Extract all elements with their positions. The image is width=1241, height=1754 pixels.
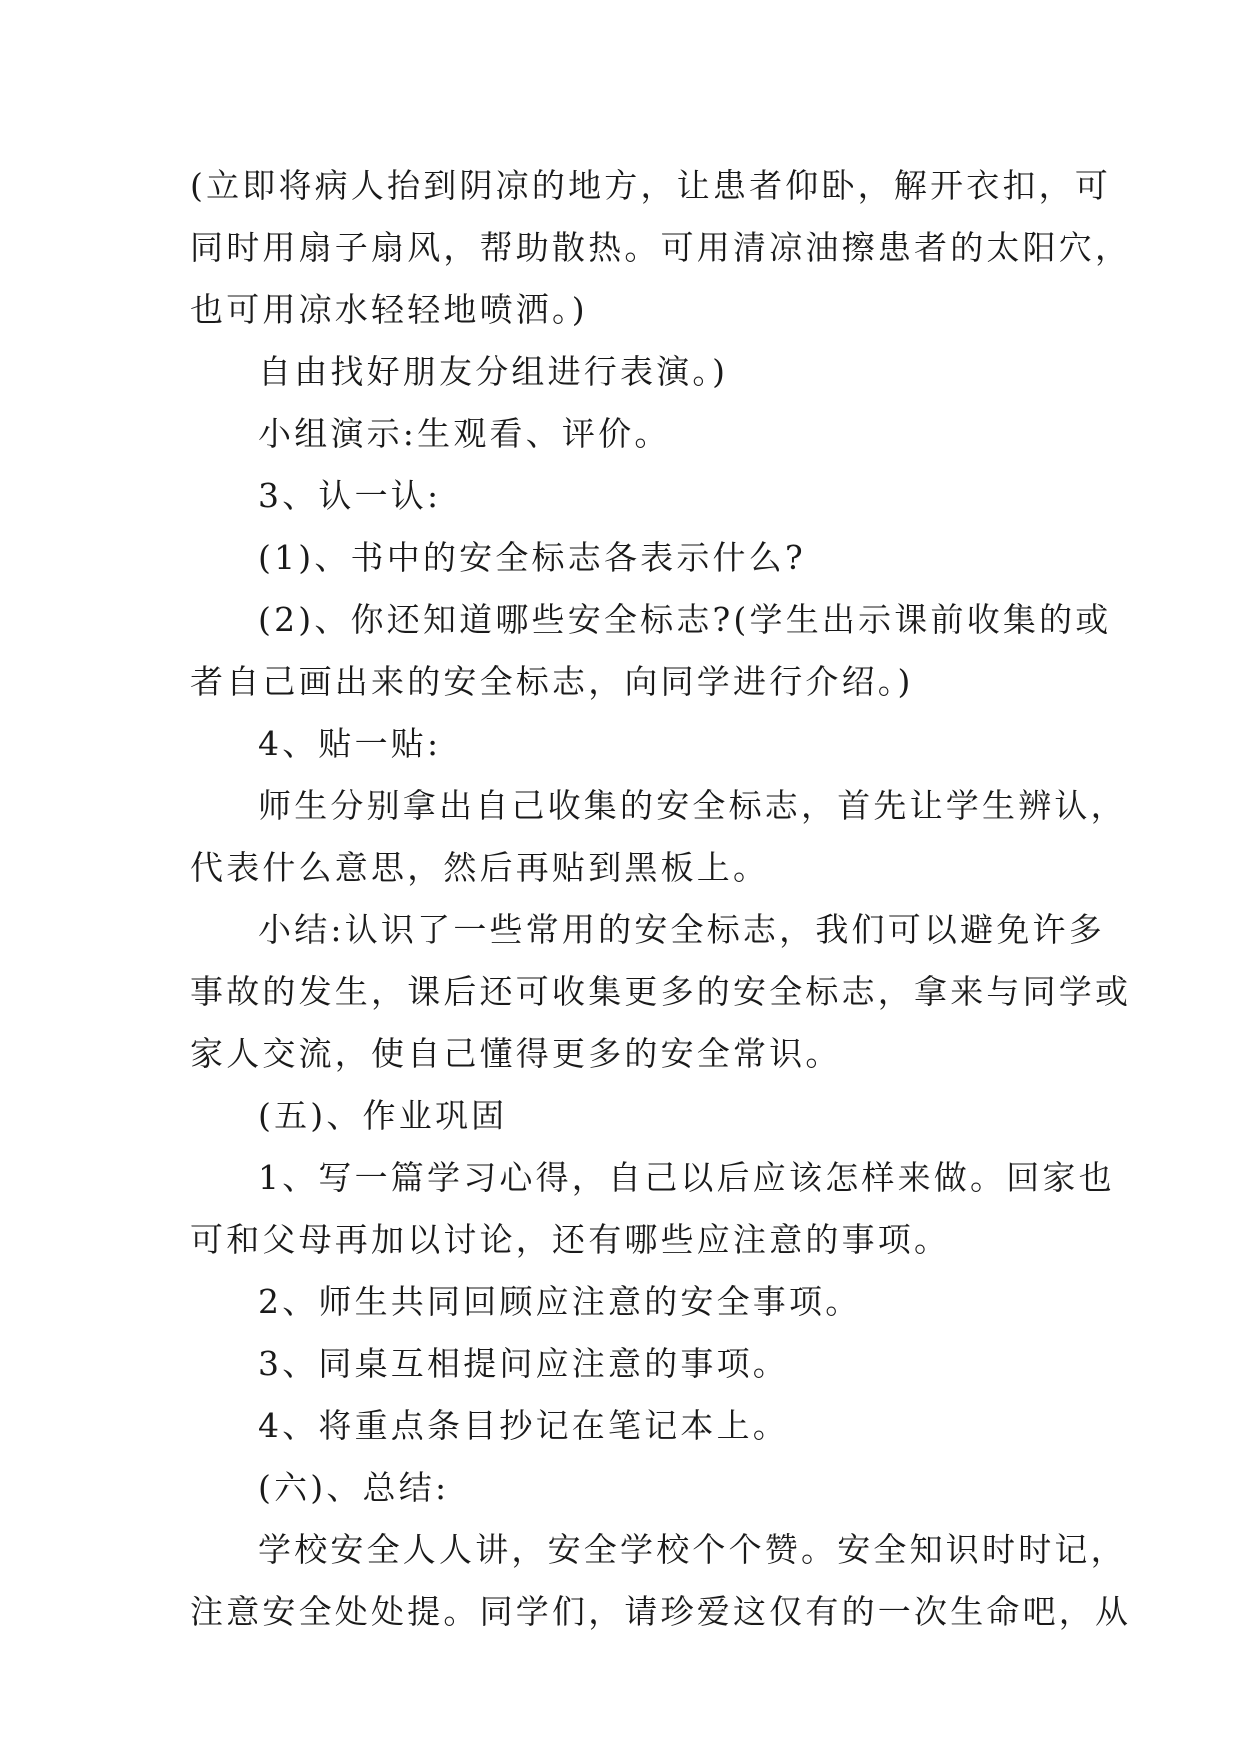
text-line: 学校安全人人讲，安全学校个个赞。安全知识时时记， [258,1530,1127,1569]
text-line: 也可用凉水轻轻地喷洒。) [190,290,588,329]
text-line: 代表什么意思，然后再贴到黑板上。 [190,848,770,887]
text-line: 事故的发生，课后还可收集更多的安全标志，拿来与同学或 [190,972,1132,1011]
text-line: 家人交流，使自己懂得更多的安全常识。 [190,1034,842,1073]
text-line: (立即将病人抬到阴凉的地方，让患者仰卧，解开衣扣，可 [190,166,1112,205]
text-line: 1、写一篇学习心得，自己以后应该怎样来做。回家也 [258,1158,1115,1197]
section-heading: (五)、作业巩固 [258,1096,508,1135]
text-line: 同时用扇子扇风，帮助散热。可用清凉油擦患者的太阳穴， [190,228,1132,267]
text-line: 师生分别拿出自己收集的安全标志，首先让学生辨认， [258,786,1127,825]
text-line: 3、同桌互相提问应注意的事项。 [258,1344,789,1383]
text-line: 者自己画出来的安全标志，向同学进行介绍。) [190,662,914,701]
text-line: 小组演示:生观看、评价。 [258,414,671,453]
text-line: 可和父母再加以讨论，还有哪些应注意的事项。 [190,1220,951,1259]
document-body [190,155,1132,1643]
section-heading: (六)、总结: [258,1468,450,1507]
section-heading: 3、认一认: [258,476,442,515]
text-line: 小结:认识了一些常用的安全标志，我们可以避免许多 [258,910,1105,949]
text-line: 4、将重点条目抄记在笔记本上。 [258,1406,789,1445]
text-line: (2)、你还知道哪些安全标志?(学生出示课前收集的或 [258,600,1112,639]
text-line: 自由找好朋友分组进行表演。) [258,352,729,391]
section-heading: 4、贴一贴: [258,724,442,763]
text-line: (1)、书中的安全标志各表示什么? [258,538,806,577]
text-line: 注意安全处处提。同学们，请珍爱这仅有的一次生命吧，从 [190,1592,1132,1631]
text-line: 2、师生共同回顾应注意的安全事项。 [258,1282,862,1321]
